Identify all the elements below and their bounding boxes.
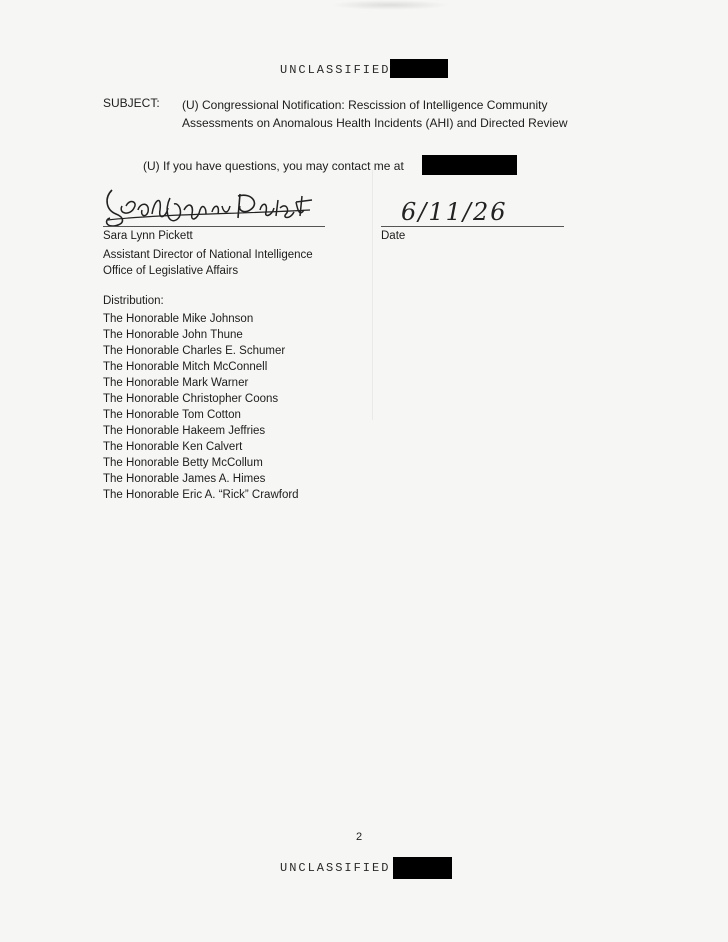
handwritten-date [395,190,515,230]
recipient: The Honorable Hakeem Jeffries [103,425,266,437]
recipient: The Honorable Betty McCollum [103,457,263,469]
redaction-footer [393,857,452,879]
recipient: The Honorable Eric A. “Rick” Crawford [103,489,299,501]
date-line [381,226,564,227]
recipient: The Honorable Charles E. Schumer [103,345,286,357]
redaction-header [390,59,448,78]
date-label: Date [381,230,406,242]
subject-label: SUBJECT: [103,96,160,110]
signer-title-line-2: Office of Legislative Affairs [103,265,239,277]
signer-title [103,247,313,279]
subject-line-2: Assessments on Anomalous Health Incidents (AHI) and Directed Review [182,116,568,130]
distribution-list [103,311,299,503]
classification-header: UNCLASSIFIED [280,63,391,77]
recipient: The Honorable Tom Cotton [103,409,241,421]
signer-name: Sara Lynn Pickett [103,230,193,242]
subject-line-1: (U) Congressional Notification: Rescission of Intelligence Community [182,98,548,112]
redaction-contact [422,155,517,175]
handwritten-signature [100,180,330,230]
contact-sentence: (U) If you have questions, you may contact me at [143,159,404,173]
recipient: The Honorable Mike Johnson [103,313,254,325]
scan-smudge [330,0,450,10]
recipient: The Honorable Mark Warner [103,377,249,389]
recipient: The Honorable Ken Calvert [103,441,243,453]
classification-footer: UNCLASSIFIED [280,861,391,875]
page-number: 2 [356,831,363,843]
signer-title-line-1: Assistant Director of National Intelligence [103,249,313,261]
recipient: The Honorable James A. Himes [103,473,266,485]
handwritten-date-text: 6/11/26 [401,198,508,226]
distribution-label: Distribution: [103,295,164,307]
recipient: The Honorable Christopher Coons [103,393,279,405]
signature-line [103,226,325,227]
recipient: The Honorable Mitch McConnell [103,361,268,373]
fold-mark [372,170,373,420]
subject-text [182,96,602,132]
recipient: The Honorable John Thune [103,329,243,341]
